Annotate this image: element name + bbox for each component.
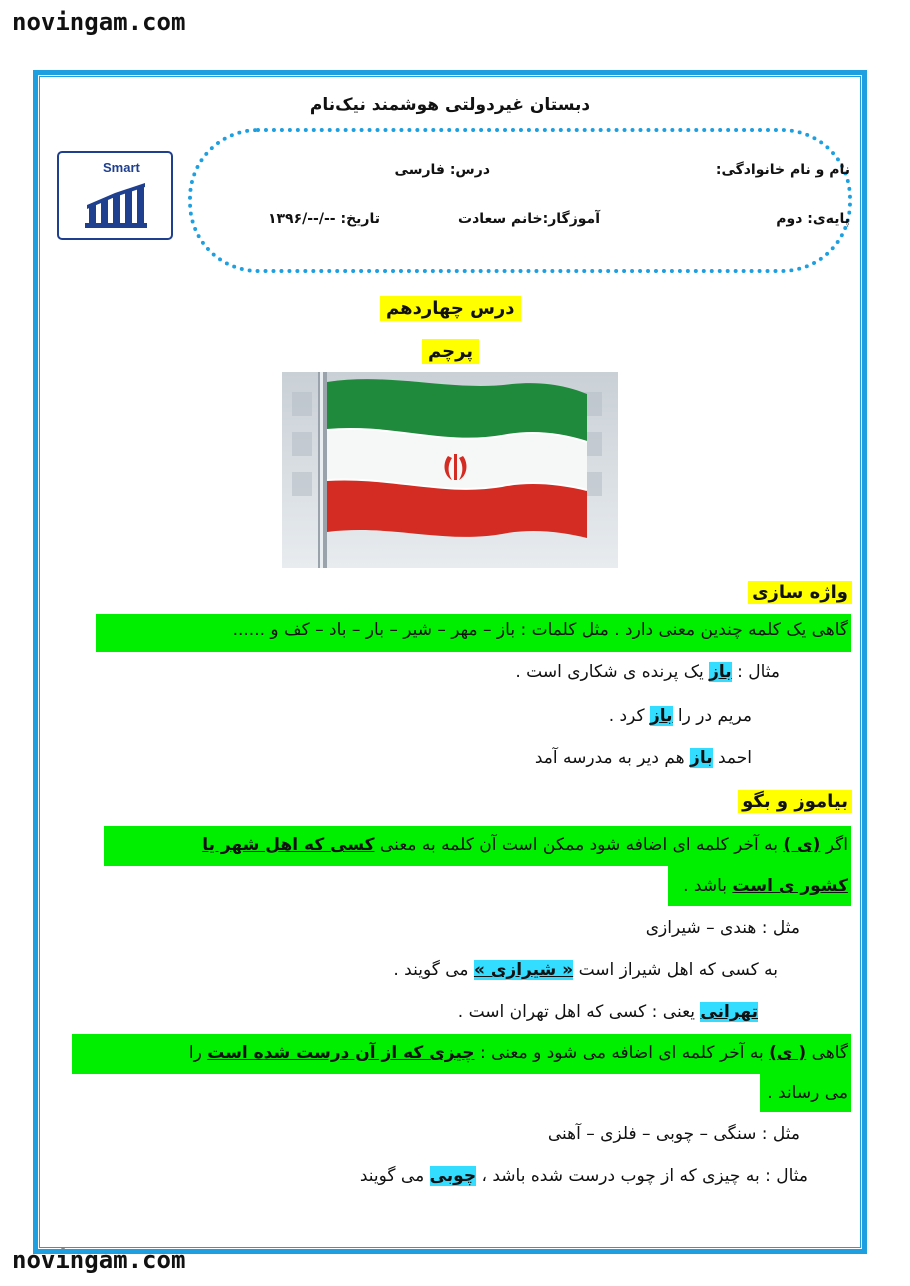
shirazi-prefix: به کسی که اهل شیراز است [573, 960, 778, 980]
subject-field: درس: فارسی [394, 162, 490, 178]
watermark-top: novingam.com [12, 8, 186, 36]
example-1-suffix: یک پرنده ی شکاری است . [515, 662, 710, 682]
example-1-word: باز [709, 662, 732, 682]
tehrani-suffix: یعنی : کسی که اهل تهران است . [457, 1002, 701, 1022]
shirazi-suffix: می گویند . [393, 960, 474, 980]
wood-suffix: می گویند [359, 1166, 430, 1186]
rule1-line-1 [202, 835, 848, 855]
student-info-box [188, 128, 852, 273]
grade-field: پایه‌ی: دوم [776, 211, 850, 227]
section-heading-learn-and-say: بیاموز و بگو [738, 790, 852, 813]
rule1-text-c: به آخر کلمه ای اضافه شود ممکن است آن کلمه به معنی [374, 835, 784, 855]
section1-intro: گاهی یک کلمه چندین معنی دارد . مثل کلمات : باز – مهر – شیر – بار – باد – کف و ...... [232, 620, 848, 640]
wood-line [360, 1166, 808, 1186]
rule2-text-e: را [188, 1043, 208, 1063]
example-3-word: باز [690, 748, 713, 768]
rule2-suffix-ye: ( ی) [769, 1043, 807, 1063]
rule2-line-1 [189, 1043, 848, 1063]
logo-mark-icon [75, 179, 155, 229]
example-3-suffix: هم دیر به مدرسه آمد [534, 748, 691, 768]
rule2-text-c: به آخر کلمه ای اضافه می شود و معنی : [474, 1043, 770, 1063]
example-hindi-shirazi: مثل : هندی – شیرازی [645, 918, 800, 938]
rule2-meaning: چیزی که از آن درست شده است [207, 1043, 475, 1063]
wood-prefix: مثال : به چیزی که از چوب درست شده باشد ، [476, 1166, 808, 1186]
shirazi-word: « شیرازی » [473, 960, 574, 980]
example-2-word: باز [649, 706, 673, 726]
flag-image [282, 372, 618, 568]
rule1-suffix-ye: (ی ) [783, 835, 821, 855]
example-line-3 [535, 748, 752, 768]
school-logo [57, 151, 173, 240]
rule1-text-a: اگر [820, 835, 848, 855]
lesson-number: درس چهاردهم [380, 296, 521, 321]
rule2-line-2: می رساند . [767, 1083, 848, 1103]
date-field: تاریخ: --/--/۱۳۹۶ [267, 211, 380, 227]
iran-flag-picture [282, 372, 618, 568]
rule1-line-2 [683, 876, 848, 896]
tehrani-line [458, 1002, 758, 1022]
teacher-field: آموزگار:خانم سعادت [458, 211, 600, 227]
section-heading-word-building: واژه سازی [748, 581, 852, 604]
example-2-prefix: مریم در را [672, 706, 752, 726]
tehrani-word: تهرانی [700, 1002, 758, 1022]
rule1-meaning-2: کشور ی است [732, 876, 848, 896]
wood-word: چوبی [429, 1166, 477, 1186]
name-field: نام و نام خانوادگی: [715, 162, 850, 178]
example-materials: مثل : سنگی – چوبی – فلزی – آهنی [547, 1124, 800, 1144]
example-3-prefix: احمد [712, 748, 752, 768]
example-1-prefix: مثال : [731, 662, 780, 682]
school-name: دبستان غیردولتی هوشمند نیک‌نام [309, 95, 591, 115]
example-line-1 [515, 662, 780, 682]
shirazi-line [393, 960, 778, 980]
rule1-text-f: باشد . [683, 876, 733, 896]
watermark-bottom: novingam.com [12, 1246, 186, 1274]
example-line-2 [609, 706, 752, 726]
rule1-meaning-1: کسی که اهل شهر یا [202, 835, 375, 855]
example-2-suffix: کرد . [608, 706, 650, 726]
lesson-title: پرچم [422, 339, 479, 364]
logo-smart-text: Smart [103, 160, 140, 175]
rule2-text-a: گاهی [806, 1043, 848, 1063]
